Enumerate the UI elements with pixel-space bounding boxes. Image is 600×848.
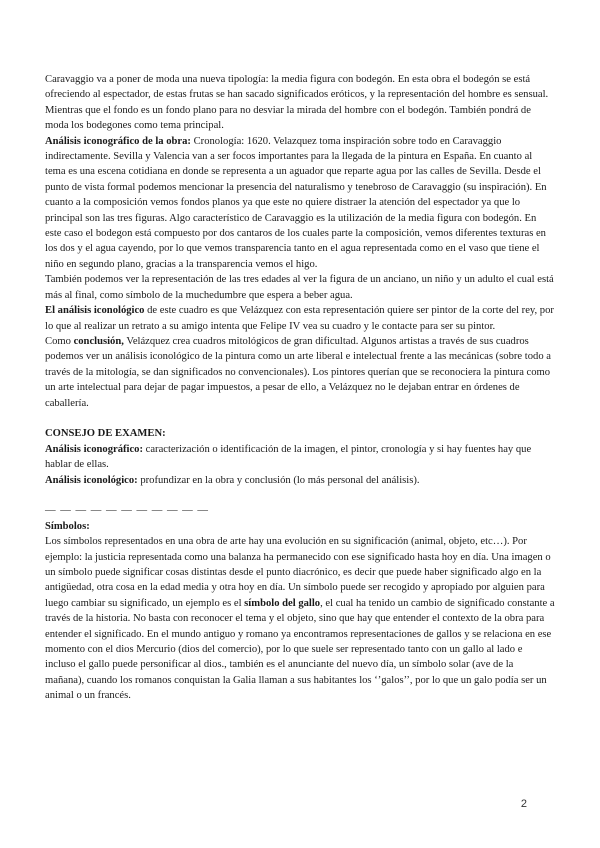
label-analisis-iconografico: Análisis iconográfico de la obra:: [45, 135, 191, 147]
label-consejo-iconografico: Análisis iconográfico:: [45, 443, 143, 455]
paragraph-consejo-iconologico: [45, 473, 555, 488]
paragraph-consejo-iconografico: [45, 442, 555, 473]
separator-line: — — — — — — — — — — —: [45, 505, 210, 517]
paragraph-media-figura: Caravaggio va a poner de moda una nueva tipología: la media figura con bodegón. En esta obra el bodegón se está ofreciendo al espectador, de estas frutas se han sacado significados eróticos, y la representación del hombre es sensual. Mientras que el fondo es un fondo plano para no desviar la mirada del hombre con el bodegón. También pondrá de moda los bodegones como tema principal.: [45, 74, 549, 132]
text-consejo-iconografico: caracterización o identificación de la imagen, el pintor, cronología y si hay fuentes hay que hablar de ellas.: [45, 443, 532, 471]
heading-consejo-examen: CONSEJO DE EXAMEN:: [45, 428, 166, 440]
label-analisis-iconologico: El análisis iconológico: [45, 305, 145, 317]
text-consejo-iconologico: profundizar en la obra y conclusión (lo más personal del análisis).: [137, 474, 420, 486]
text-conclusion-pre: Como: [45, 335, 74, 347]
paragraph-simbolos: [45, 534, 555, 703]
paragraph-tres-edades: También podemos ver la representación de las tres edades al ver la figura de un anciano, un niño y un adulto el cual está más al final, como símbolo de la muchedumbre que espera a beber agua.: [45, 274, 554, 301]
document-page: [45, 72, 555, 704]
paragraph-conclusion: [45, 334, 555, 411]
paragraph-analisis-iconologico: [45, 303, 555, 334]
paragraph-analisis-iconografico: [45, 134, 555, 273]
text-simbolos-b: , el cual ha tenido un cambio de significado constante a través de la historia. No basta con reconocer el tema y el objeto, sino que hay que entender el contexto de la obra para entender el significado. En el mundo antiguo y romano ya encontramos representaciones de gallos y se relaciona en ese momento con el dios Mercurio (dios del comercio), por lo que suele ser representado tanto con un gallo al lado e incluso el gallo puede personificar al dios., también es el anunciante del nuevo día, un símbolo solar (ave de la mañana), cuando los romanos conquistan la Galia llaman a sus habitantes los ‘’galos’’, por lo que un galo podía ser un animal o un francés.: [45, 597, 555, 702]
text-analisis-iconografico: Cronología: 1620. Velazquez toma inspiración sobre todo en Caravaggio indirectamente. Sevilla y Valencia van a ser focos importantes para la llegada de la pintura en España. En cuanto al tema es una escena cotidiana en donde se representa a un aguador que reparte agua por las calles de Sevilla. Desde el punto de vista formal podemos mencionar la presencia del naturalismo y tenebroso de Caravaggio (su inspiración). En cuanto a la composición vemos fondos planos ya que este no quiere distraer la atención del espectador ya que lo principal son las tres figuras. Algo característico de Caravaggio es la utilización de la media figura con bodegón. En este caso el bodegon está compuesto por dos cantaros de los cuales parte la composición, vemos diferentes texturas en los dos y el agua cayendo, por lo que vemos transparencia tanto en el agua representada como en el vaso que tiene el niño en segundo plano, gracias a la transparencia vemos el higo.: [45, 135, 547, 270]
text-conclusion: Velázquez crea cuadros mitológicos de gran dificultad. Algunos artistas a través de sus cuadros podemos ver un análisis iconológico de la pintura como un arte liberal e intelectual frente a las mecánicas (sobre todo a través de la mitología, se dan significados no convencionales). Los pintores querían que se reconociera la pintura como un arte intelectual para dejar de pagar impuestos, a pesar de ello, a Velázquez no le dejaban entrar en órdenes de caballería.: [45, 335, 551, 409]
label-conclusion: conclusión,: [73, 335, 124, 347]
label-consejo-iconologico: Análisis iconológico:: [45, 474, 138, 486]
text-simbolos-a: Los símbolos representados en una obra de arte hay una evolución en su significación (animal, objeto, etc…). Por ejemplo: la justicia representada como una balanza ha permanecido con ese significado hasta hoy en día. Una imagen o un símbolo puede significar cosas distintas desde el punto diacrónico, es decir que puede haber significado algo en la antigüedad, otra cosa en la edad media y otra hoy en día. Un símbolo puede ser recogido y apropiado por alguien para luego cambiar su significado, un ejemplo es el: [45, 536, 551, 609]
label-simbolo-gallo: símbolo del gallo: [244, 597, 321, 609]
heading-simbolos: Símbolos:: [45, 520, 90, 532]
text-analisis-iconologico: de este cuadro es que Velázquez con esta representación quiere ser pintor de la corte del rey, por lo que al realizar un retrato a su amigo intenta que Felipe IV vea su cuadro y le contacte para ser su pintor.: [45, 305, 554, 332]
page-number: 2: [520, 798, 527, 810]
